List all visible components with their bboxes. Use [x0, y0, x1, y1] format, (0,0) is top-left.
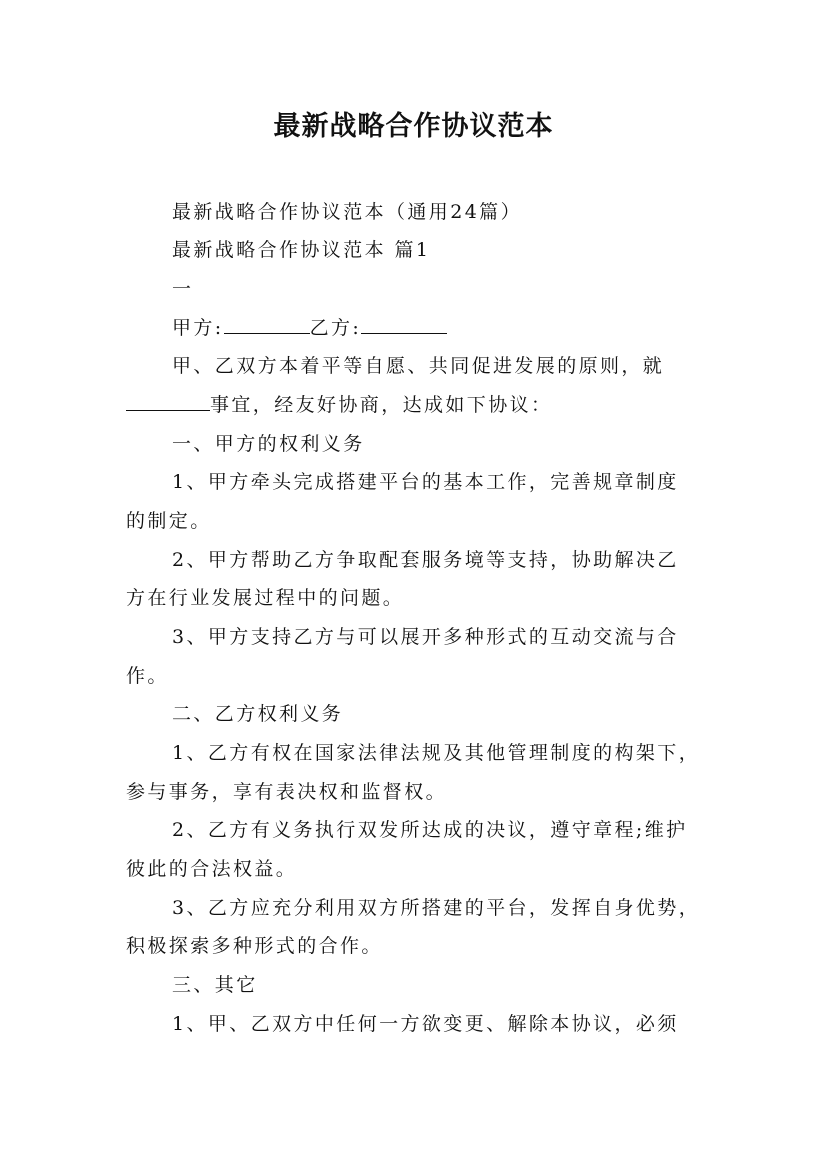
paragraph-line: 参与事务，享有表决权和监督权。: [126, 781, 448, 803]
party-b-label: 乙方:: [309, 317, 362, 339]
party-a-blank: [224, 317, 310, 334]
document-title: 最新战略合作协议范本: [273, 111, 554, 142]
section-number: 一: [172, 278, 194, 300]
paragraph-line: 彼此的合法权益。: [126, 858, 298, 880]
paragraph-line: 方在行业发展过程中的问题。: [126, 587, 405, 609]
party-a-label: 甲方:: [172, 317, 224, 339]
paragraph-line: 作。: [126, 665, 169, 687]
paragraph-line: 3、甲方支持乙方与可以展开多种形式的互动交流与合: [172, 626, 679, 648]
paragraph-line: 2、乙方有义务执行双发所达成的决议，遵守章程;维护: [172, 819, 688, 841]
paragraph-line: 1、乙方有权在国家法律法规及其他管理制度的构架下，: [172, 742, 701, 764]
paragraph-line: 2、甲方帮助乙方争取配套服务境等支持，协助解决乙: [172, 549, 679, 571]
paragraph-line: 积极探索多种形式的合作。: [126, 935, 383, 957]
party-b-blank: [361, 317, 447, 334]
paragraph-text: 事宜，经友好协商，达成如下协议：: [210, 394, 553, 416]
matter-blank: [126, 394, 210, 411]
subtitle-line: 最新战略合作协议范本（通用24篇）: [172, 201, 522, 223]
paragraph-line: [126, 393, 552, 417]
section-heading: 最新战略合作协议范本 篇1: [172, 239, 431, 261]
paragraph-line: 的制定。: [126, 510, 212, 532]
section-heading: 二、乙方权利义务: [172, 703, 344, 725]
paragraph-line: 1、甲、乙双方中任何一方欲变更、解除本协议，必须: [172, 1013, 679, 1035]
paragraph-line: 1、甲方牵头完成搭建平台的基本工作，完善规章制度: [172, 471, 679, 493]
paragraph-line: 3、乙方应充分利用双方所搭建的平台，发挥自身优势，: [172, 897, 701, 919]
parties-line: [172, 316, 447, 340]
section-heading: 三、其它: [172, 974, 258, 996]
paragraph-line: 甲、乙双方本着平等自愿、共同促进发展的原则，就: [172, 355, 665, 377]
section-heading: 一、甲方的权利义务: [172, 433, 365, 455]
